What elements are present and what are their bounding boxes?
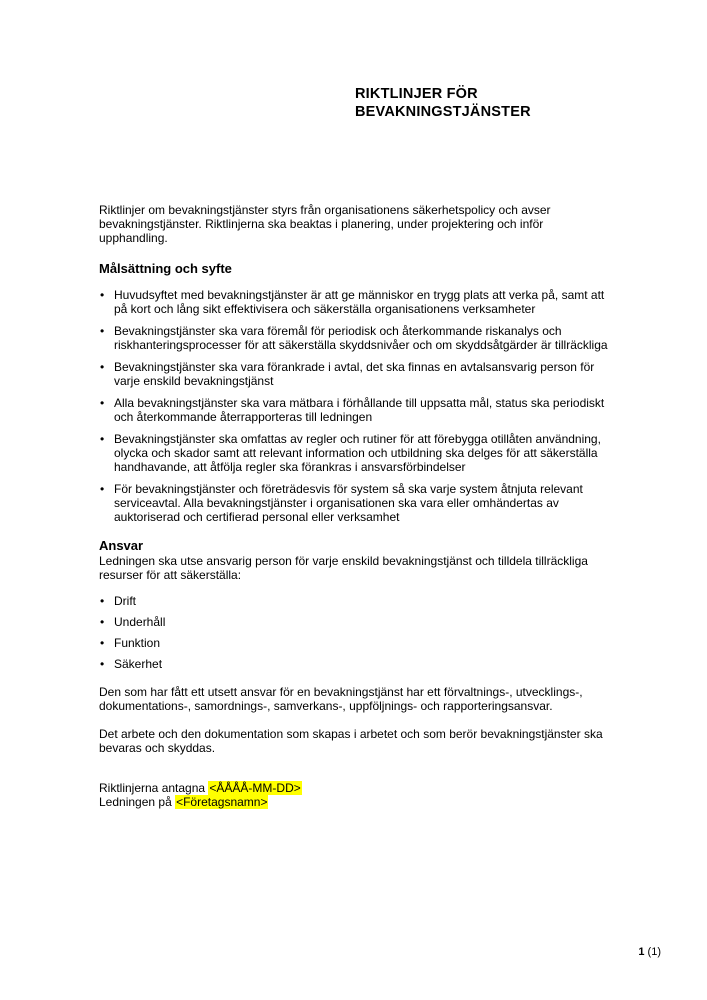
date-placeholder-highlight: <ÅÅÅÅ-MM-DD> <box>209 781 301 795</box>
adoption-date-prefix: Riktlinjerna antagna <box>99 781 209 795</box>
list-item: • Funktion <box>99 636 609 650</box>
intro-paragraph: Riktlinjer om bevakningstjänster styrs från organisationens säkerhetspolicy och avser bevakningstjänster. Riktlinjerna ska beaktas i planering, under projektering och inför upphandling. <box>99 203 551 245</box>
list-item: • Drift <box>99 594 609 608</box>
ansvar-lead-paragraph: Ledningen ska utse ansvarig person för varje enskild bevakningstjänst och tilldela tillräckliga resurser för att säkerställa: <box>99 554 588 582</box>
list-item: • Bevakningstjänster ska omfattas av regler och rutiner för att förebygga otillåten användning, olycka och skador samt att relevant information och utbildning ska delges för att säkerställa handhavande, att åtfölja regler ska förankras i ansvarsförbindelser <box>99 432 609 474</box>
section-heading-malsattning: Målsättning och syfte <box>99 261 232 276</box>
list-item: • För bevakningstjänster och företrädesvis för system så ska varje system åtnjuta relevant serviceavtal. Alla bevakningstjänster i organisationen ska vara eller omhändertas av auktoriserad och certifierad personal eller verksamhet <box>99 482 609 524</box>
document-title-line-2: BEVAKNINGSTJÄNSTER <box>355 104 531 120</box>
list-item: • Bevakningstjänster ska vara föremål för periodisk och återkommande riskanalys och riskhanteringsprocesser för att säkerställa skyddsnivåer och om skyddsåtgärder är tillräckliga <box>99 324 609 352</box>
page-number <box>638 946 661 959</box>
document-content <box>99 0 609 809</box>
list-item: • Alla bevakningstjänster ska vara mätbara i förhållande till uppsatta mål, status ska periodiskt och återkommande återrapporteras till ledningen <box>99 396 609 424</box>
page-number-total: (1) <box>644 946 661 958</box>
company-placeholder-highlight: <Företagsnamn> <box>176 795 268 809</box>
page-number-current: 1 <box>638 946 645 958</box>
adoption-date-line <box>99 781 609 795</box>
company-prefix: Ledningen på <box>99 795 176 809</box>
list-item: • Underhåll <box>99 615 609 629</box>
list-item: • Bevakningstjänster ska vara förankrade i avtal, det ska finnas en avtalsansvarig person för varje enskild bevakningstjänst <box>99 360 609 388</box>
section-heading-ansvar: Ansvar <box>99 538 144 553</box>
list-item: • Huvudsyftet med bevakningstjänster är att ge människor en trygg plats att verka på, samt att på kort och lång sikt effektivisera och säkerställa organisationens verksamheter <box>99 288 609 316</box>
responsibility-paragraph: Den som har fått ett utsett ansvar för en bevakningstjänst har ett förvaltnings-, utvecklings-, dokumentations-, samordnings-, samverkans-, uppföljnings- och rapporteringsansvar. <box>99 685 583 713</box>
signature-block <box>99 781 609 809</box>
preservation-paragraph: Det arbete och den dokumentation som skapas i arbetet och som berör bevakningstjänster ska bevaras och skyddas. <box>99 727 603 755</box>
list-item: • Säkerhet <box>99 657 609 671</box>
responsibility-bullet-list <box>99 594 609 671</box>
document-title-line-1: RIKTLINJER FÖR <box>355 86 478 102</box>
document-title <box>355 85 609 121</box>
goals-bullet-list <box>99 288 609 524</box>
company-line <box>99 795 609 809</box>
